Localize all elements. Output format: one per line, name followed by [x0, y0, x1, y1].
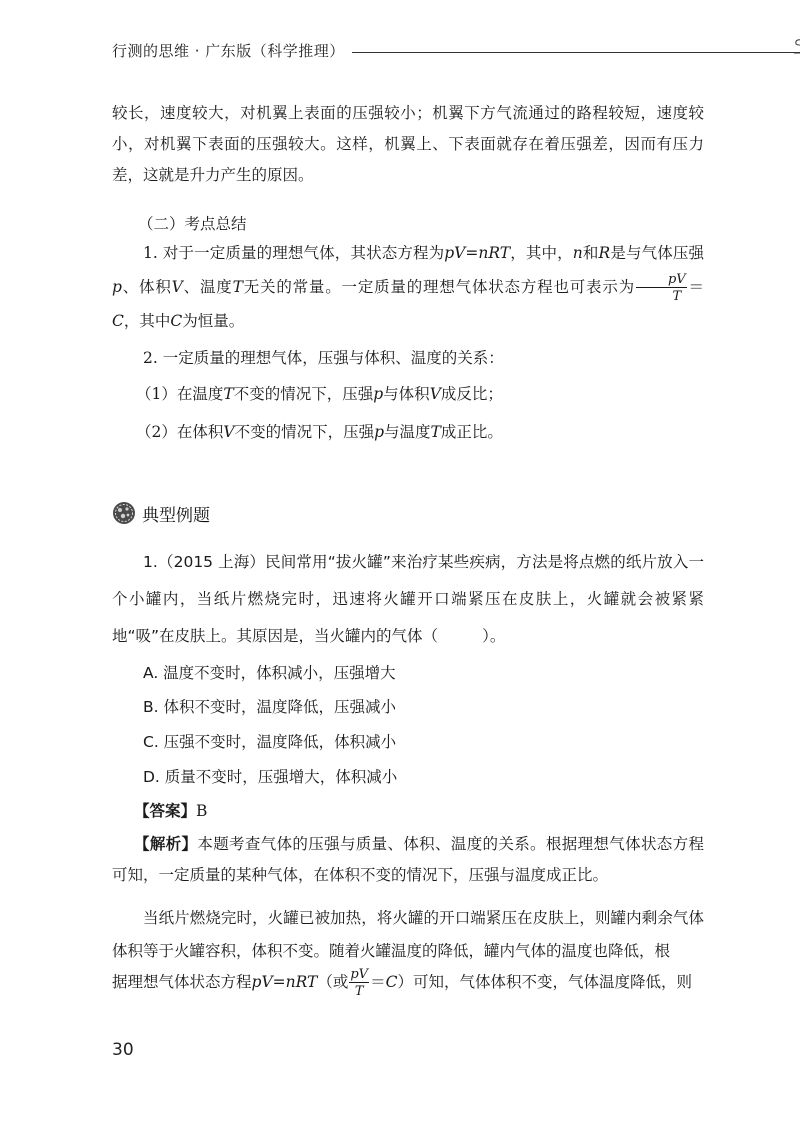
- option-d: D. 质量不变时，压强增大，体积减小: [143, 768, 398, 786]
- running-title: 行测的思维 · 广东版（科学推理）: [112, 42, 345, 60]
- answer-label: 【答案】: [134, 801, 197, 820]
- analysis-paragraph-3: 据理想气体状态方程pV=nRT（或 $\frac{pV}{T}$ ＝C）可知，气体体积不变，气体温度降低，则: [112, 967, 692, 999]
- page-number: 30: [112, 1040, 134, 1060]
- state-equation-fraction: $\frac{pV}{T}$: [636, 273, 687, 303]
- option-c: C. 压强不变时，温度降低，体积减小: [143, 733, 397, 751]
- analysis-label: 【解析】: [134, 834, 198, 853]
- option-b: B. 体积不变时，温度降低，压强减小: [143, 698, 396, 716]
- question-stem: 1.（2015 上海）民间常用“拔火罐”来治疗某些疾病，方法是将点燃的纸片放入一个小罐内，当纸片燃烧完时，迅速将火罐开口端紧压在皮肤上，火罐就会被紧紧地“吸”在皮肤上。其原因是，当火罐内的气体（ ）。: [112, 553, 704, 645]
- analysis-paragraph-2: 当纸片燃烧完时，火罐已被加热，将火罐的开口端紧压在皮肤上，则罐内剩余气体体积等于火罐容积，体积不变。随着火罐温度的降低，罐内气体的温度也降低，根: [112, 909, 704, 960]
- header-rule: [352, 52, 800, 53]
- running-header: [112, 36, 712, 66]
- summary-item-2: 2. 一定质量的理想气体，压强与体积、温度的关系：: [143, 349, 504, 367]
- summary-item-2-1: （1）在温度T不变的情况下，压强p与体积V成反比；: [136, 385, 503, 403]
- answer-line: [134, 799, 207, 821]
- inline-fraction: $\frac{pV}{T}$: [350, 967, 369, 999]
- answer-value: B: [196, 802, 208, 820]
- summary-heading: （二）考点总结: [138, 215, 247, 233]
- examples-section-heading: [112, 500, 210, 526]
- continuation-paragraph: 较长，速度较大，对机翼上表面的压强较小；机翼下方气流通过的路程较短，速度较小，对机翼下表面的压强较大。这样，机翼上、下表面就存在着压强差，因而有压力差，这就是升力产生的原因。: [112, 104, 704, 184]
- examples-title: 典型例题: [142, 505, 210, 526]
- decorative-badge-icon: [112, 501, 136, 525]
- option-a: A. 温度不变时，体积减小，压强增大: [143, 664, 396, 682]
- summary-item-1: 1. 对于一定质量的理想气体，其状态方程为pV=nRT，其中，n和R是与气体压强p、体积V、温度T无关的常量。一定质量的理想气体状态方程也可表示为 $\frac{pV}{T}$ ＝C，其中C为恒量。: [112, 244, 704, 330]
- analysis-paragraph-1: 【解析】本题考查气体的压强与质量、体积、温度的关系。根据理想气体状态方程可知，一定质量的某种气体，在体积不变的情况下，压强与温度成正比。: [112, 834, 704, 884]
- summary-item-2-2: （2）在体积V不变的情况下，压强p与温度T成正比。: [136, 423, 503, 441]
- sprout-icon: [788, 36, 800, 62]
